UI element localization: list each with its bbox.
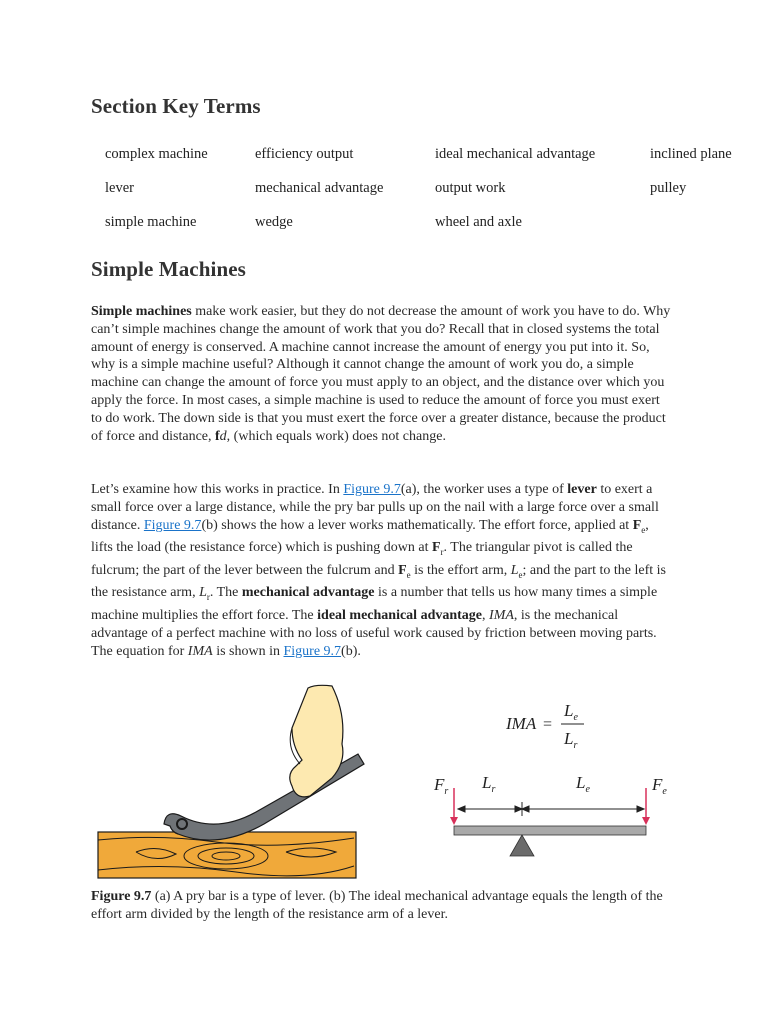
- key-term: lever: [105, 180, 134, 196]
- key-terms-row: [105, 180, 765, 214]
- text: (b).: [341, 643, 361, 659]
- symbol: L: [199, 585, 207, 601]
- text: , lifts the load (the resistance force) which is pushing down at: [91, 517, 649, 556]
- denominator: $L_r$: [564, 729, 578, 751]
- key-term: wheel and axle: [435, 214, 522, 230]
- simple-machines-heading: Simple Machines: [91, 257, 246, 281]
- key-terms-table: [105, 146, 765, 248]
- figure-caption: [91, 888, 671, 924]
- key-term: efficiency output: [255, 146, 354, 162]
- subscript: r: [206, 592, 210, 603]
- text: (b) shows the how a lever works mathematically. The effort force, applied at: [201, 517, 633, 533]
- symbol: F: [431, 540, 441, 556]
- bold-term: ideal mechanical advantage: [317, 607, 483, 623]
- label-Fr: $F_r$: [434, 775, 449, 797]
- text: . The: [209, 585, 242, 601]
- key-term: output work: [435, 180, 506, 196]
- text: to exert a small force over a large distance, while the pry bar pulls up on the nail with a large force over a small distance.: [91, 482, 659, 533]
- text: is a number that tells us how many times a simple machine multiplies the effort force. The: [91, 585, 658, 623]
- symbol: F: [632, 517, 642, 533]
- bold-term: Simple machines: [91, 304, 192, 319]
- key-terms-row: [105, 146, 765, 180]
- subscript: e: [406, 569, 411, 580]
- paragraph-1: [91, 303, 671, 445]
- equals-sign: =: [543, 716, 553, 733]
- key-term: complex machine: [105, 146, 208, 162]
- figure-link[interactable]: Figure 9.7: [283, 643, 342, 659]
- abbr: IMA: [187, 643, 213, 659]
- paragraph-2: [91, 481, 671, 660]
- lever-beam: [454, 826, 646, 835]
- bold-term: lever: [567, 482, 597, 497]
- key-term: pulley: [650, 180, 687, 196]
- subscript: e: [641, 524, 646, 535]
- section-key-terms-heading: Section Key Terms: [91, 94, 261, 118]
- symbol: F: [398, 562, 407, 578]
- subscript: r: [440, 546, 444, 557]
- text: is shown in: [212, 643, 284, 659]
- symbol: f: [215, 428, 220, 444]
- caption-text: (a) A pry bar is a type of lever. (b) The ideal mechanical advantage equals the length of the effort arm divided by the length of the resistance arm of a lever.: [91, 889, 663, 922]
- figure-9-7: [96, 684, 686, 880]
- text: ,: [482, 607, 490, 623]
- text: . The triangular pivot is called the fulcrum; the part of the lever between the fulcrum and: [91, 540, 633, 578]
- text: make work easier, but they do not decrease the amount of work you have to do. Why can’t simple machines change the amount of work that you do? Recall that in closed systems the total amount of energy is conserved. A machine cannot increase the amount of energy you put into it. So, why is a simple machine useful? Although it cannot change the amount of work you do, a simple machine can change the amount of force you must apply to an object, and the distance over which you apply the force. In most cases, a simple machine is used to reduce the amount of force you must exert to do work. The down side is that you must exert the force over a greater distance, because the product of force and distance,: [91, 304, 671, 444]
- symbol: L: [510, 562, 519, 578]
- key-term: mechanical advantage: [255, 180, 384, 196]
- bold-term: mechanical advantage: [241, 585, 375, 601]
- label-Le: $L_e$: [576, 773, 590, 795]
- fulcrum-icon: [510, 835, 534, 856]
- figure-link[interactable]: Figure 9.7: [143, 517, 202, 533]
- force-arrows: [450, 788, 650, 825]
- symbol: d: [219, 428, 227, 444]
- label-Fe: $F_e$: [652, 775, 667, 797]
- ima-equation: [505, 701, 584, 751]
- text: (a), the worker uses a type of: [400, 482, 568, 497]
- caption-label: Figure 9.7: [91, 889, 152, 904]
- figure-link[interactable]: Figure 9.7: [343, 482, 401, 497]
- numerator: $L_e$: [564, 701, 578, 723]
- text: is the effort arm,: [410, 562, 511, 578]
- key-terms-row: [105, 214, 765, 248]
- dimension-line: [458, 802, 644, 816]
- key-term: inclined plane: [650, 146, 732, 162]
- key-term: simple machine: [105, 214, 197, 230]
- text: , is the mechanical advantage of a perfect machine with no loss of useful work caused by friction between moving parts. The equation for: [91, 607, 657, 659]
- text: ; and the part to the left is the resistance arm,: [91, 562, 666, 601]
- abbr: IMA: [489, 607, 514, 623]
- text: Let’s examine how this works in practice. In: [91, 482, 344, 497]
- key-term: wedge: [255, 214, 293, 230]
- text: , (which equals work) does not change.: [226, 428, 446, 444]
- key-term: ideal mechanical advantage: [435, 146, 596, 162]
- ima-lhs: IMA: [506, 714, 537, 733]
- label-Lr: $L_r$: [482, 773, 496, 795]
- subscript: e: [518, 569, 523, 580]
